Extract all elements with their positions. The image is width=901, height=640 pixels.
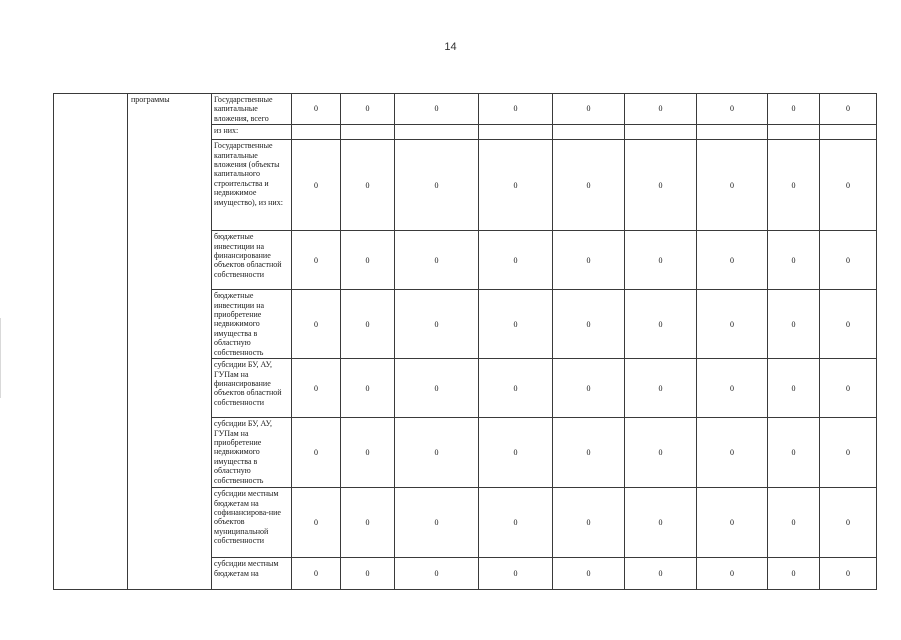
value-cell	[768, 125, 820, 140]
value-cell: 0	[697, 231, 768, 290]
value-cell: 0	[697, 290, 768, 359]
value-cell: 0	[292, 94, 341, 125]
value-cell: 0	[395, 231, 479, 290]
value-cell: 0	[553, 359, 625, 418]
value-cell: 0	[341, 418, 395, 488]
scan-edge-mark	[0, 318, 1, 398]
row-label: Государственные капитальные вложения (объекты капитального строительства и недвижимое имущество), из них:	[212, 140, 292, 231]
value-cell: 0	[768, 94, 820, 125]
value-cell: 0	[341, 290, 395, 359]
value-cell: 0	[625, 558, 697, 590]
value-cell: 0	[820, 488, 877, 558]
value-cell: 0	[553, 140, 625, 231]
value-cell: 0	[697, 359, 768, 418]
value-cell: 0	[479, 558, 553, 590]
value-cell: 0	[768, 140, 820, 231]
value-cell: 0	[479, 140, 553, 231]
row-label: Государственные капитальные вложения, всего	[212, 94, 292, 125]
value-cell	[479, 125, 553, 140]
value-cell: 0	[820, 558, 877, 590]
value-cell: 0	[625, 418, 697, 488]
investment-table	[53, 93, 877, 590]
value-cell: 0	[341, 488, 395, 558]
value-cell: 0	[341, 558, 395, 590]
value-cell: 0	[820, 231, 877, 290]
value-cell: 0	[553, 418, 625, 488]
row-label: субсидии местным бюджетам на	[212, 558, 292, 590]
value-cell: 0	[479, 94, 553, 125]
value-cell	[553, 125, 625, 140]
value-cell	[341, 125, 395, 140]
value-cell: 0	[395, 418, 479, 488]
value-cell	[292, 125, 341, 140]
value-cell: 0	[820, 418, 877, 488]
value-cell: 0	[625, 231, 697, 290]
value-cell: 0	[625, 94, 697, 125]
value-cell: 0	[820, 140, 877, 231]
program-cell: программы	[128, 94, 212, 590]
value-cell: 0	[395, 140, 479, 231]
value-cell: 0	[292, 140, 341, 231]
value-cell: 0	[292, 418, 341, 488]
value-cell: 0	[395, 94, 479, 125]
value-cell: 0	[341, 94, 395, 125]
value-cell	[625, 125, 697, 140]
row-label: бюджетные инвестиции на приобретение недвижимого имущества в областную собственность	[212, 290, 292, 359]
value-cell: 0	[768, 418, 820, 488]
value-cell: 0	[768, 290, 820, 359]
value-cell: 0	[553, 231, 625, 290]
value-cell: 0	[479, 290, 553, 359]
value-cell: 0	[697, 94, 768, 125]
value-cell: 0	[768, 359, 820, 418]
value-cell: 0	[820, 290, 877, 359]
value-cell: 0	[553, 488, 625, 558]
value-cell: 0	[341, 140, 395, 231]
value-cell	[395, 125, 479, 140]
value-cell: 0	[820, 94, 877, 125]
value-cell: 0	[292, 359, 341, 418]
page-number: 14	[444, 41, 457, 53]
value-cell: 0	[395, 290, 479, 359]
value-cell: 0	[697, 488, 768, 558]
value-cell: 0	[553, 290, 625, 359]
value-cell: 0	[292, 290, 341, 359]
empty-cell	[54, 94, 128, 590]
value-cell	[697, 125, 768, 140]
value-cell: 0	[768, 231, 820, 290]
row-label: субсидии БУ, АУ, ГУПам на приобретение недвижимого имущества в областную собственность	[212, 418, 292, 488]
value-cell: 0	[341, 359, 395, 418]
value-cell: 0	[395, 359, 479, 418]
value-cell: 0	[479, 231, 553, 290]
value-cell: 0	[553, 94, 625, 125]
value-cell: 0	[768, 558, 820, 590]
value-cell: 0	[292, 488, 341, 558]
table-row	[54, 94, 877, 125]
row-label: субсидии БУ, АУ, ГУПам на финансирование объектов областной собственности	[212, 359, 292, 418]
value-cell: 0	[395, 488, 479, 558]
value-cell: 0	[479, 488, 553, 558]
value-cell: 0	[697, 140, 768, 231]
value-cell: 0	[768, 488, 820, 558]
value-cell: 0	[292, 558, 341, 590]
row-label: из них:	[212, 125, 292, 140]
value-cell: 0	[553, 558, 625, 590]
value-cell: 0	[479, 359, 553, 418]
value-cell: 0	[625, 290, 697, 359]
row-label: бюджетные инвестиции на финансирование объектов областной собственности	[212, 231, 292, 290]
value-cell: 0	[292, 231, 341, 290]
value-cell: 0	[697, 558, 768, 590]
value-cell: 0	[479, 418, 553, 488]
value-cell: 0	[625, 359, 697, 418]
value-cell: 0	[820, 359, 877, 418]
value-cell: 0	[341, 231, 395, 290]
value-cell: 0	[625, 140, 697, 231]
value-cell: 0	[625, 488, 697, 558]
value-cell: 0	[697, 418, 768, 488]
value-cell	[820, 125, 877, 140]
row-label: субсидии местным бюджетам на софинансирова-ние объектов муниципальной собственности	[212, 488, 292, 558]
value-cell: 0	[395, 558, 479, 590]
